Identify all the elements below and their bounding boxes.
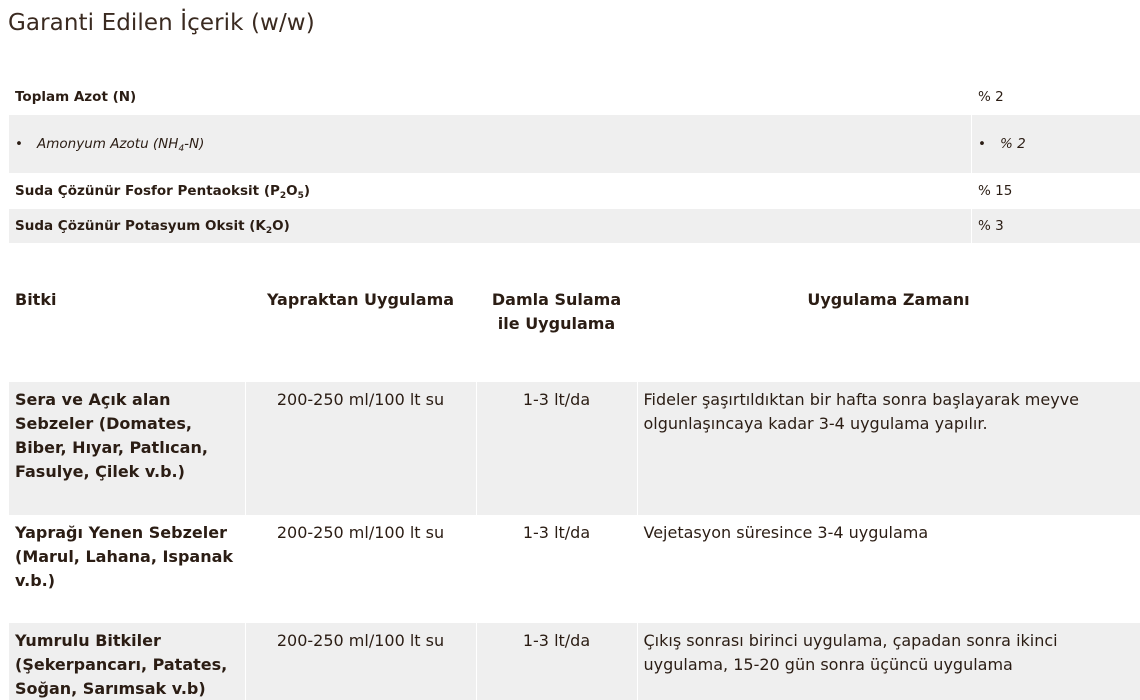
content-name: Suda Çözünür Potasyum Oksit $(K_2O)$ <box>9 209 972 243</box>
content-value: % 3 <box>972 209 1140 243</box>
foliar-dose-cell: 200-250 ml/100 lt su <box>245 515 476 623</box>
column-header-drip: Damla Sulama ile Uygulama <box>491 290 622 333</box>
timing-cell: Vejetasyon süresince 3-4 uygulama <box>637 515 1140 623</box>
crop-cell: Yaprağı Yenen Sebzeler (Marul, Lahana, Ispanak v.b.) <box>15 523 234 590</box>
content-value: • % 2 <box>972 115 1140 173</box>
guaranteed-content-table <box>9 79 1140 243</box>
usage-table <box>9 270 1140 700</box>
column-header-foliar: Yapraktan Uygulama <box>266 290 455 309</box>
content-name: Suda Çözünür Fosfor Pentaoksit $(P_2O_5)$ <box>15 183 311 201</box>
foliar-dose-cell: 200-250 ml/100 lt su <box>245 382 476 515</box>
foliar-dose-cell: 200-250 ml/100 lt su <box>245 623 476 700</box>
drip-dose-cell: 1-3 lt/da <box>476 515 637 623</box>
table-row <box>9 623 1140 700</box>
table-row <box>9 209 1140 243</box>
table-row <box>9 79 1140 115</box>
content-name: Toplam Azot (N) <box>15 89 137 105</box>
timing-cell: Fideler şaşırtıldıktan bir hafta sonra başlayarak meyve olgunlaşıncaya kadar 3-4 uygulama yapılır. <box>637 382 1140 515</box>
table-row <box>9 115 1140 173</box>
table-row <box>9 173 1140 209</box>
drip-dose-cell: 1-3 lt/da <box>476 623 637 700</box>
table-header-row <box>9 270 1140 382</box>
column-header-timing: Uygulama Zamanı <box>807 290 970 309</box>
drip-dose-cell: 1-3 lt/da <box>476 382 637 515</box>
timing-cell: Çıkış sonrası birinci uygulama, çapadan sonra ikinci uygulama, 15-20 gün sonra üçüncü uygulama <box>637 623 1140 700</box>
page-title: Garanti Edilen İçerik (w/w) <box>8 10 315 36</box>
content-value: % 2 <box>972 79 1140 115</box>
bullet-icon: • <box>15 136 23 152</box>
crop-cell: Sera ve Açık alan Sebzeler (Domates, Biber, Hıyar, Patlıcan, Fasulye, Çilek v.b.) <box>9 382 245 515</box>
table-row <box>9 515 1140 623</box>
table-row <box>9 382 1140 515</box>
crop-cell: Yumrulu Bitkiler (Şekerpancarı, Patates, Soğan, Sarımsak v.b) <box>9 623 245 700</box>
column-header-crop: Bitki <box>15 290 57 309</box>
content-value: % 15 <box>972 173 1140 209</box>
content-name: • Amonyum Azotu $(NH_4-N)$ <box>9 115 972 173</box>
bullet-icon: • <box>978 136 986 152</box>
